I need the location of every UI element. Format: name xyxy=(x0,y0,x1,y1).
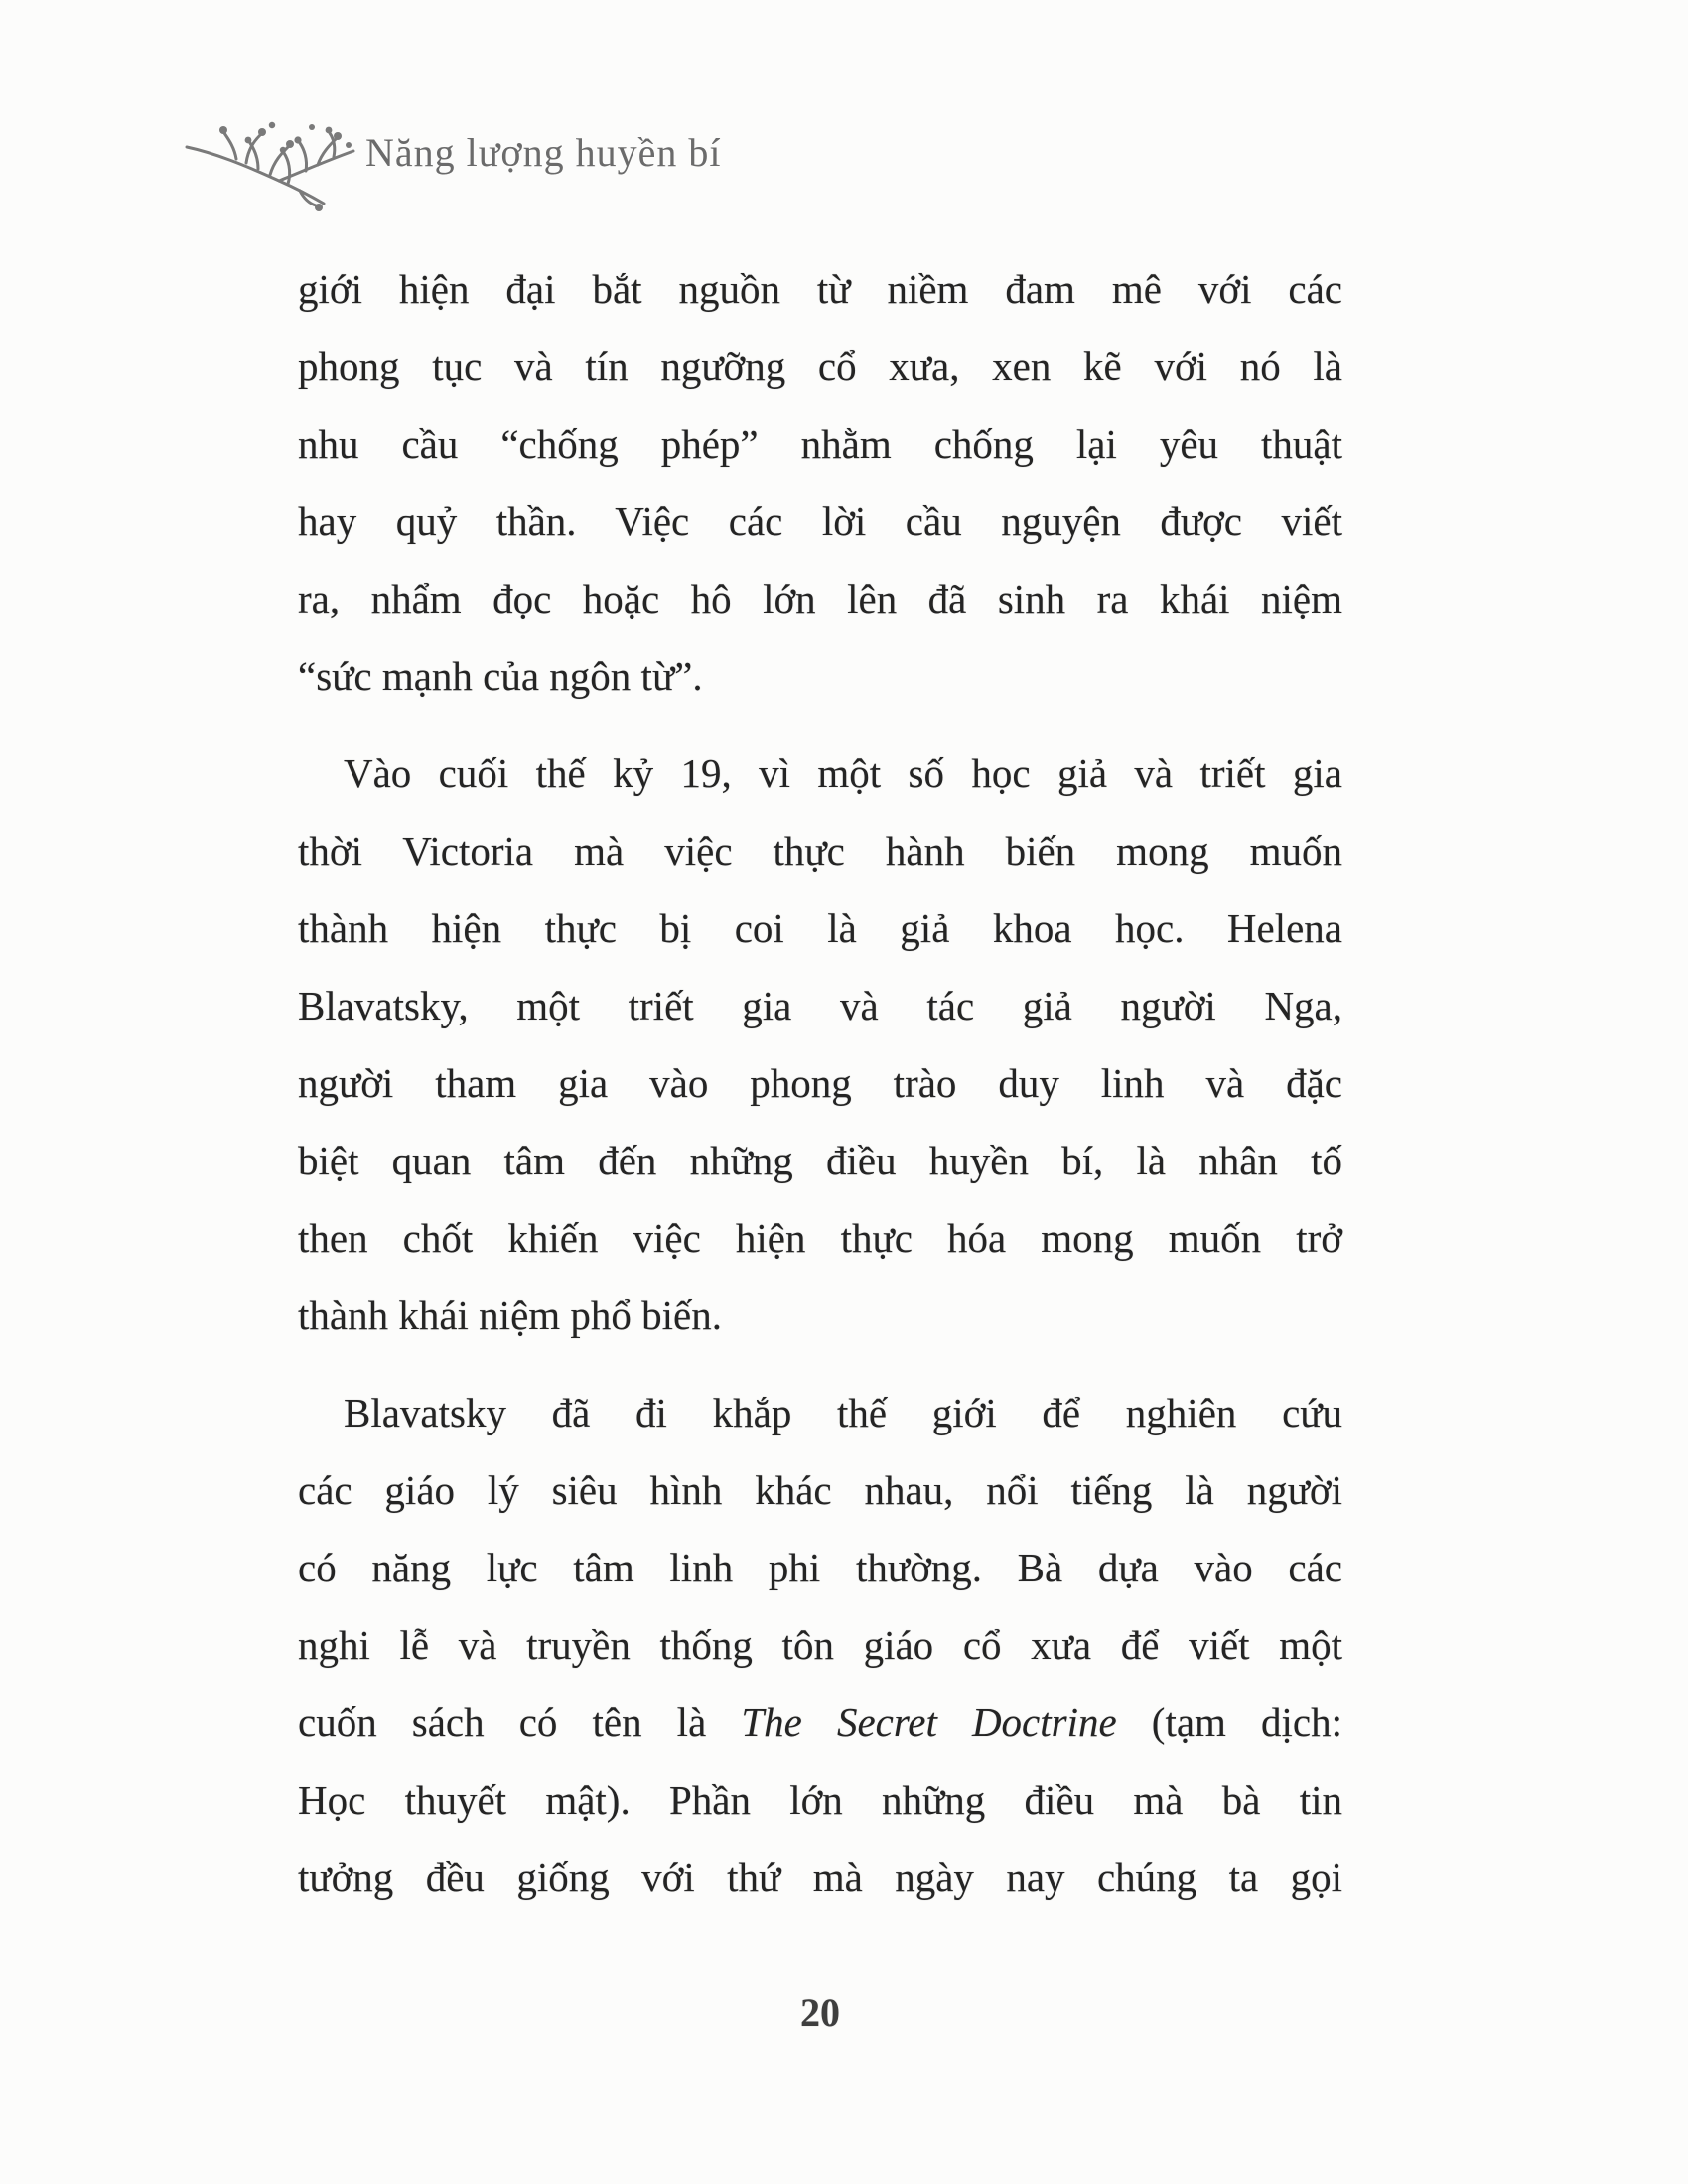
text-line xyxy=(298,482,1342,560)
text-segment: thành hiện thực bị coi là giả khoa học. Helena xyxy=(298,905,1342,951)
text-line xyxy=(298,1529,1342,1606)
text-segment: Blavatsky, một triết gia và tác giả người Nga, xyxy=(298,983,1342,1028)
text-segment: có năng lực tâm linh phi thường. Bà dựa vào các xyxy=(298,1545,1342,1590)
text-segment: nghi lễ và truyền thống tôn giáo cổ xưa để viết một xyxy=(298,1622,1342,1668)
text-segment: hay quỷ thần. Việc các lời cầu nguyện được viết xyxy=(298,498,1342,544)
page-footer xyxy=(298,1989,1342,2036)
text-segment: then chốt khiến việc hiện thực hóa mong muốn trở xyxy=(298,1215,1342,1261)
text-line xyxy=(298,1606,1342,1684)
running-header-title: Năng lượng huyền bí xyxy=(365,130,722,175)
text-segment: biệt quan tâm đến những điều huyền bí, là nhân tố xyxy=(298,1138,1342,1183)
text-segment: thời Victoria mà việc thực hành biến mong muốn xyxy=(298,828,1342,874)
body-text xyxy=(298,250,1342,1916)
text-line xyxy=(298,1684,1342,1761)
text-line xyxy=(298,1277,1342,1354)
text-segment: Học thuyết mật). Phần lớn những điều mà bà tin xyxy=(298,1777,1342,1823)
text-line xyxy=(298,889,1342,967)
text-line xyxy=(298,1374,1342,1451)
text-segment: các giáo lý siêu hình khác nhau, nổi tiếng là người xyxy=(298,1467,1342,1513)
text-segment: thành khái niệm phổ biến. xyxy=(298,1293,722,1338)
text-segment: người tham gia vào phong trào duy linh và đặc xyxy=(298,1060,1342,1106)
text-segment: “sức mạnh của ngôn từ”. xyxy=(298,653,703,699)
text-segment: tưởng đều giống với thứ mà ngày nay chúng ta gọi xyxy=(298,1854,1342,1900)
text-line xyxy=(298,250,1342,328)
text-line xyxy=(298,1044,1342,1122)
text-line xyxy=(298,1761,1342,1839)
paragraph xyxy=(298,250,1342,715)
text-line xyxy=(298,1451,1342,1529)
text-segment: ra, nhẩm đọc hoặc hô lớn lên đã sinh ra khái niệm xyxy=(298,576,1342,621)
text-segment: giới hiện đại bắt nguồn từ niềm đam mê với các xyxy=(298,266,1342,312)
text-line xyxy=(298,1122,1342,1199)
page-number: 20 xyxy=(800,1990,840,2035)
text-segment: nhu cầu “chống phép” nhằm chống lại yêu thuật xyxy=(298,421,1342,467)
paragraph xyxy=(298,1374,1342,1916)
text-line xyxy=(298,1839,1342,1916)
text-segment: phong tục và tín ngưỡng cổ xưa, xen kẽ với nó là xyxy=(298,343,1342,389)
text-line xyxy=(298,637,1342,715)
text-segment: (tạm dịch: xyxy=(1116,1700,1342,1745)
text-line xyxy=(298,1199,1342,1277)
branch-ornament-icon xyxy=(185,109,359,212)
text-line xyxy=(298,967,1342,1044)
paragraph xyxy=(298,735,1342,1354)
text-segment: cuốn sách có tên là xyxy=(298,1700,742,1745)
text-line xyxy=(298,735,1342,812)
book-title-italic: The Secret Doctrine xyxy=(741,1700,1117,1745)
text-line xyxy=(298,328,1342,405)
text-segment: Blavatsky đã đi khắp thế giới để nghiên cứu xyxy=(344,1390,1342,1435)
text-line xyxy=(298,405,1342,482)
text-segment: Vào cuối thế kỷ 19, vì một số học giả và triết gia xyxy=(344,751,1342,796)
text-line xyxy=(298,812,1342,889)
text-line xyxy=(298,560,1342,637)
